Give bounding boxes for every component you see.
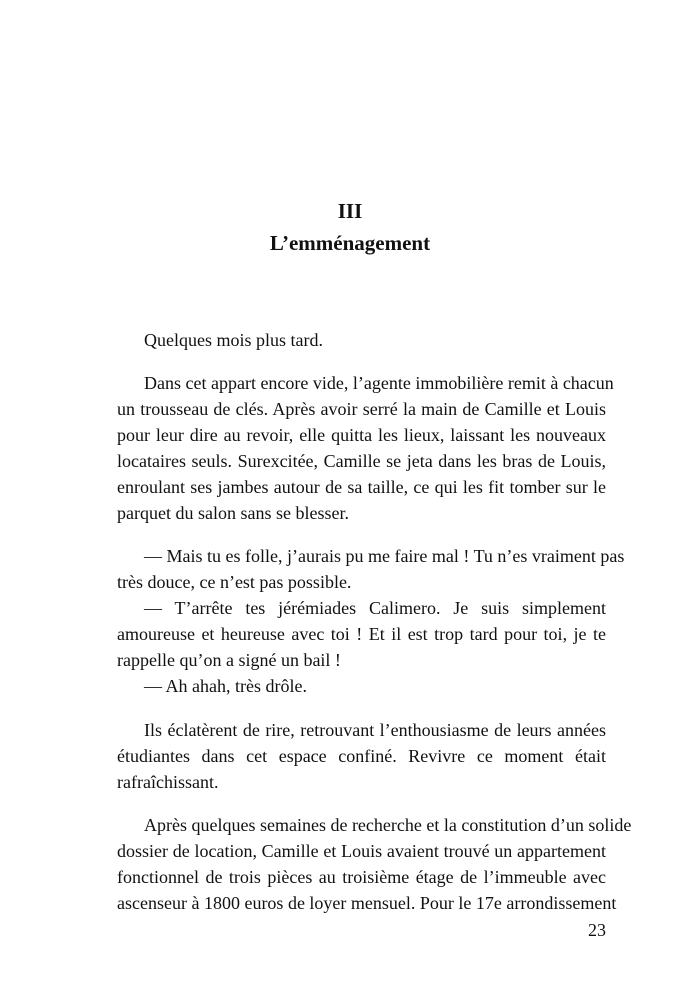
text-line: Dans cet appart encore vide, l’agente immobilière remit à chacun [144, 373, 614, 393]
text-line: — T’arrête tes jérémiades Calimero. Je suis simplement [144, 598, 606, 618]
text-line: Ils éclatèrent de rire, retrouvant l’enthousiasme de leurs années [144, 720, 606, 740]
text-line: — Ah ahah, très drôle. [144, 676, 307, 696]
dialogue-line-1 [117, 543, 625, 595]
text-line: très douce, ce n’est pas possible. [117, 572, 352, 592]
text-line: locataires seuls. Surexcitée, Camille se jeta dans les bras de Louis, [117, 451, 606, 471]
text-line: amoureuse et heureuse avec toi ! Et il est trop tard pour toi, je te [117, 624, 606, 644]
paragraph-keys [117, 370, 614, 526]
text-line: enroulant ses jambes autour de sa taille, ce qui les fit tomber sur le [117, 477, 606, 497]
page-number: 23 [588, 920, 606, 940]
dialogue-line-2 [117, 595, 606, 673]
chapter-title: L’emménagement [269, 231, 431, 255]
text-line: rappelle qu’on a signé un bail ! [117, 650, 341, 670]
text-line: Quelques mois plus tard. [144, 330, 323, 350]
text-line: pour leur dire au revoir, elle quitta les lieux, laissant les nouveaux [117, 425, 606, 445]
paragraph-laughter [117, 717, 606, 795]
text-line: dossier de location, Camille et Louis avaient trouvé un appartement [117, 841, 606, 861]
text-line: étudiantes dans cet espace confiné. Revivre ce moment était [117, 746, 606, 766]
dialogue-line-3 [117, 673, 606, 699]
text-line: fonctionnel de trois pièces au troisième étage de l’immeuble avec [117, 867, 606, 887]
text-line: un trousseau de clés. Après avoir serré la main de Camille et Louis [117, 399, 606, 419]
text-line: rafraîchissant. [117, 772, 219, 792]
text-line: — Mais tu es folle, j’aurais pu me faire mal ! Tu n’es vraiment pas [144, 546, 625, 566]
text-line: ascenseur à 1800 euros de loyer mensuel. Pour le 17e arrondissement [117, 893, 617, 913]
text-line: Après quelques semaines de recherche et la constitution d’un solide [144, 815, 632, 835]
chapter-number: III [337, 199, 363, 223]
paragraph-apartment [117, 812, 632, 916]
text-line: parquet du salon sans se blesser. [117, 503, 349, 523]
paragraph-intro [117, 327, 606, 353]
